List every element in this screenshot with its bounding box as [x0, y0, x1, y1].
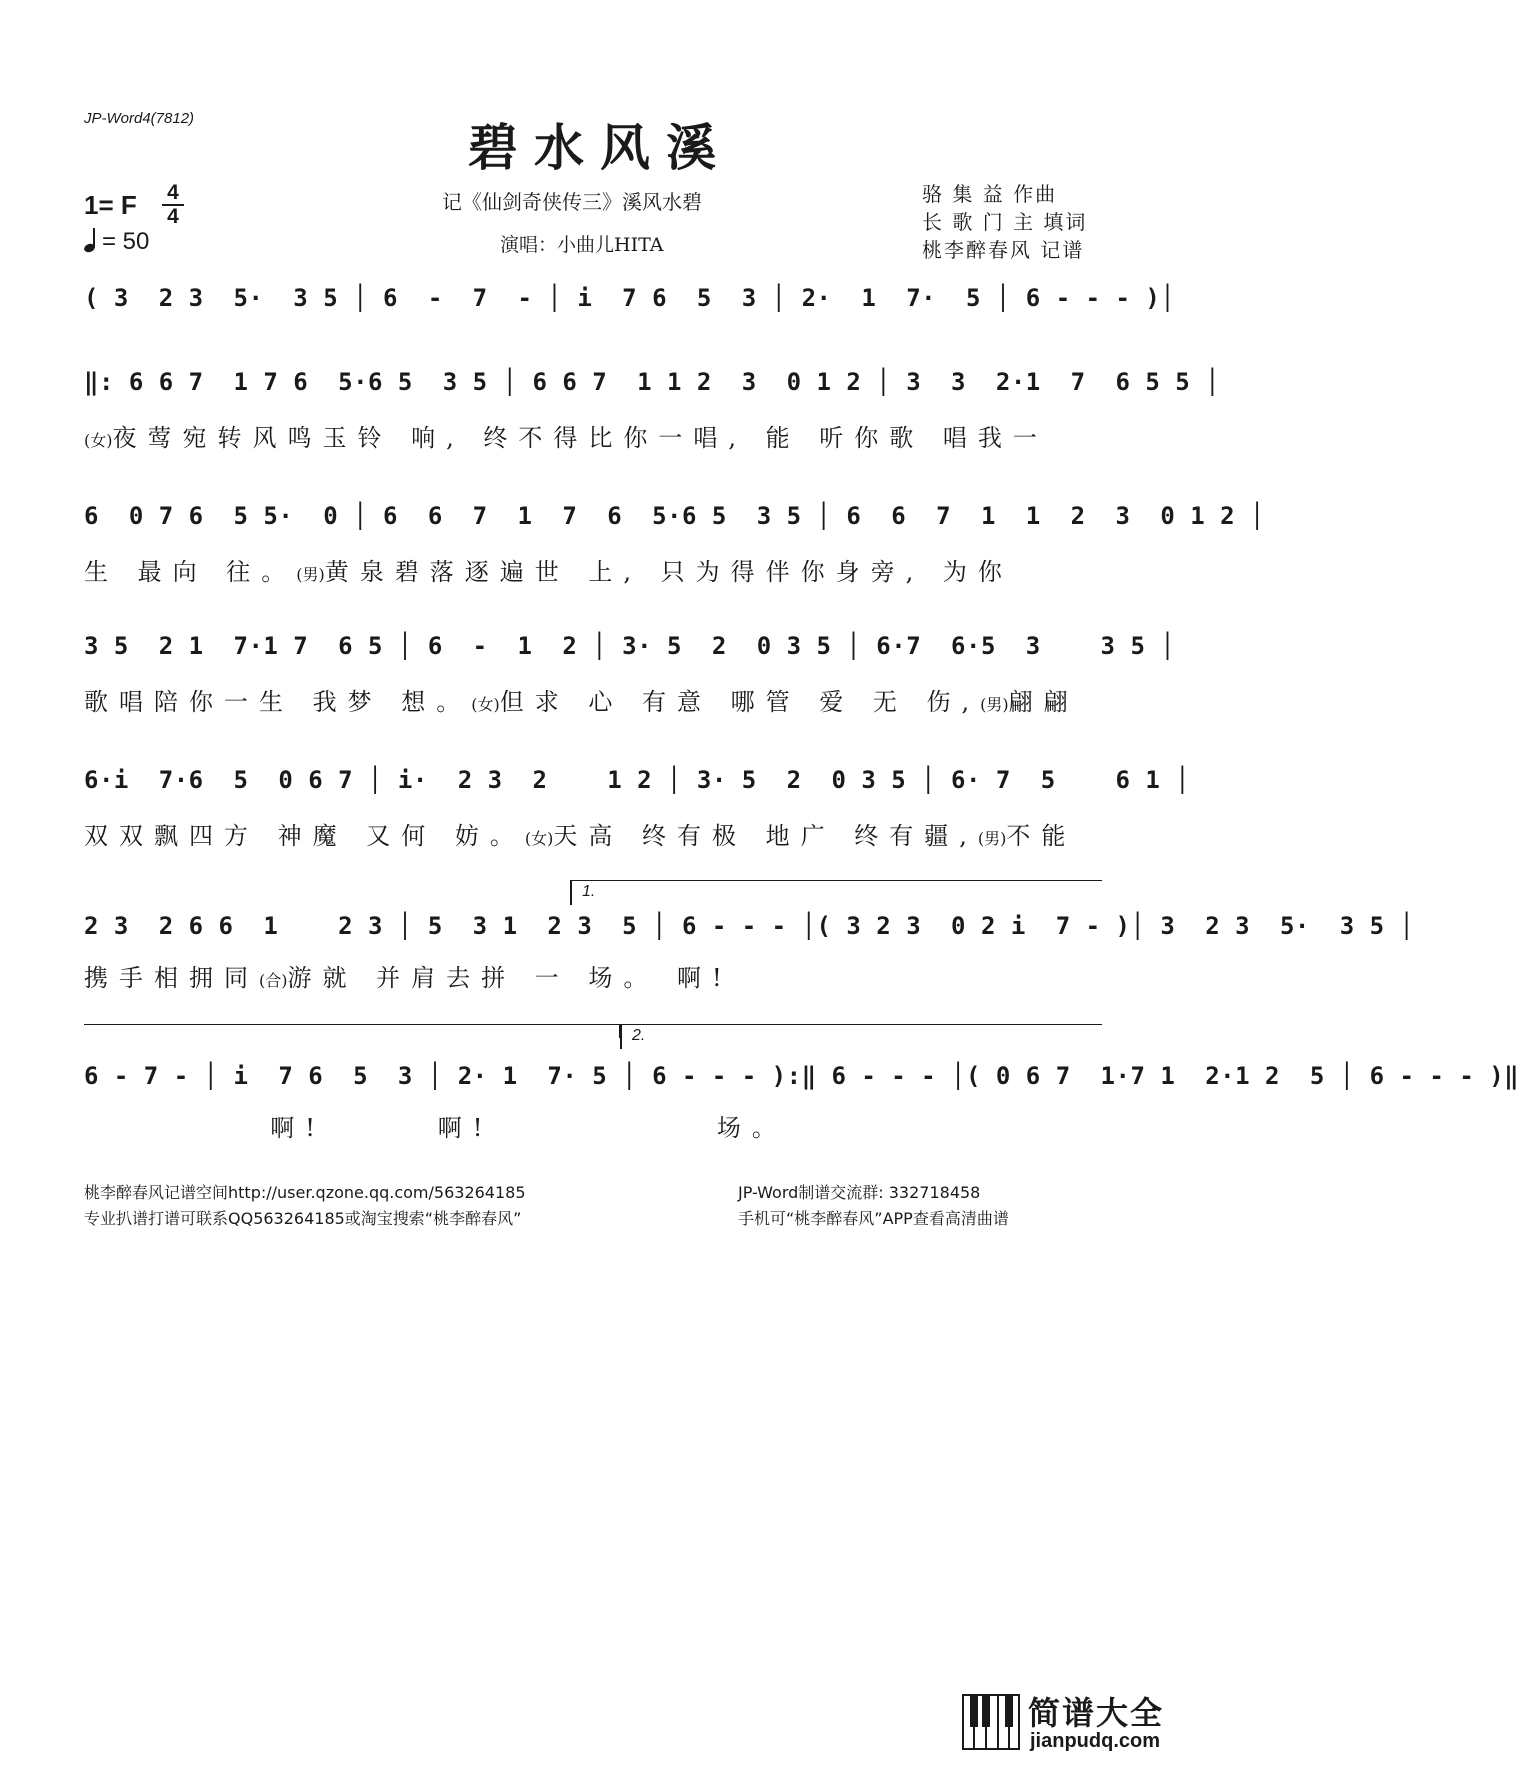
subtitle: 记《仙剑奇侠传三》溪风水碧 [442, 190, 702, 214]
lyric-text: 天高 终有极 地广 终有疆, [553, 822, 978, 850]
tempo-marking [84, 228, 149, 256]
score-line-6: 2 3 2 6 6 1 2 3 │ 5 3 1 2 3 5 │ 6 - - - │( 3 2 3 0 2 i 7 - )│ 3 2 3 5· 3 5 │ [84, 912, 1415, 940]
lyric-text: 游就 并肩去拼 一 场。 啊! [287, 964, 733, 992]
tempo-value: = 50 [102, 228, 150, 255]
lyric-text: 翩翩 [1008, 688, 1079, 716]
role-marker-female: (女) [84, 431, 113, 450]
role-marker-female: (女) [471, 695, 500, 714]
score-line-2: ‖: 6 6 7 1 7 6 5·6 5 3 5 │ 6 6 7 1 1 2 3 0 1 2 │ 3 3 2·1 7 6 5 5 │ [84, 368, 1221, 396]
lyric-line-3 [84, 552, 1100, 587]
second-ending-label: 2. [632, 1027, 646, 1044]
singer-credit: 演唱：小曲儿HITA [500, 234, 664, 256]
quarter-note-icon [84, 228, 98, 252]
lyricist-credit: 长 歌 门 主 填词 [922, 210, 1088, 234]
score-line-5: 6·i 7·6 5 0 6 7 │ i· 2 3 2 1 2 │ 3· 5 2 0 3 5 │ 6· 7 5 6 1 │ [84, 766, 1191, 794]
time-signature-bottom: 4 [167, 205, 179, 228]
role-marker-male: (男) [980, 695, 1009, 714]
lyric-text: 歌唱陪你一生 我梦 想。 [84, 688, 472, 716]
site-watermark [962, 1688, 1190, 1758]
lyric-text: 携手相拥同 [84, 964, 259, 992]
lyric-line-2 [84, 418, 1100, 453]
watermark-title: 简谱大全 [1028, 1694, 1165, 1732]
score-line-4: 3 5 2 1 7·1 7 6 5 │ 6 - 1 2 │ 3· 5 2 0 3 5 │ 6·7 6·5 3 3 5 │ [84, 632, 1176, 660]
lyric-text: 双双飘四方 神魔 又何 妨。 [84, 822, 525, 850]
role-marker-male: (男) [296, 565, 325, 584]
lyric-line-5 [84, 816, 1100, 851]
key-signature: 1= F [84, 190, 137, 220]
page-title: 碧水风溪 [468, 118, 732, 177]
second-ending-bracket [620, 1024, 1102, 1049]
piano-keys-icon [962, 1694, 1020, 1750]
role-marker-chorus: (合) [259, 971, 288, 990]
lyric-line-6 [84, 958, 1100, 993]
role-marker-male: (男) [977, 829, 1007, 848]
score-line-3: 6 0 7 6 5 5· 0 │ 6 6 7 1 7 6 5·6 5 3 5 │ 6 6 7 1 1 2 3 0 1 2 │ [84, 502, 1265, 530]
watermark-domain: jianpudq.com [1030, 1730, 1160, 1752]
footer-contact: 专业扒谱打谱可联系QQ563264185或淘宝搜索“桃李醉春风” [84, 1209, 522, 1228]
lyric-line-4 [84, 682, 1100, 717]
editor-tag: JP-Word4(7812) [84, 110, 195, 127]
lyric-text: 黄泉碧落逐遍世 上, 只为得伴你身旁, 为你 [324, 558, 1013, 586]
footer-group: JP-Word制谱交流群: 332718458 [738, 1183, 981, 1202]
lyric-line-7: 啊! 啊! 场。 [84, 1114, 787, 1142]
time-signature [162, 183, 184, 227]
first-ending-label: 1. [582, 883, 596, 900]
first-ending-bracket [570, 880, 1102, 905]
role-marker-female: (女) [524, 829, 554, 848]
composer-credit: 骆 集 益 作曲 [922, 182, 1058, 206]
lyric-text: 不能 [1006, 822, 1077, 850]
score-line-7: 6 - 7 - │ i 7 6 5 3 │ 2· 1 7· 5 │ 6 - - - ):‖ 6 - - - │( 0 6 7 1·7 1 2·1 2 5 │ 6 - - - )‖ [84, 1062, 1519, 1090]
lyric-text: 生 最向 往。 [84, 558, 297, 586]
first-ending-continuation-line [84, 1024, 620, 1025]
lyric-text: 但求 心 有意 哪管 爱 无 伤, [499, 688, 981, 716]
transcriber-credit: 桃李醉春风 记谱 [922, 238, 1085, 262]
score-line-intro: ( 3 2 3 5· 3 5 │ 6 - 7 - │ i 7 6 5 3 │ 2· 1 7· 5 │ 6 - - - )│ [84, 284, 1176, 312]
time-signature-top: 4 [167, 181, 179, 204]
footer-app: 手机可“桃李醉春风”APP查看高清曲谱 [738, 1209, 1009, 1228]
footer-transcriber-url: 桃李醉春风记谱空间http://user.qzone.qq.com/563264185 [84, 1183, 526, 1202]
lyric-text: 夜莺宛转风鸣玉铃 响, 终不得比你一唱, 能 听你歌 唱我一 [112, 424, 1048, 452]
